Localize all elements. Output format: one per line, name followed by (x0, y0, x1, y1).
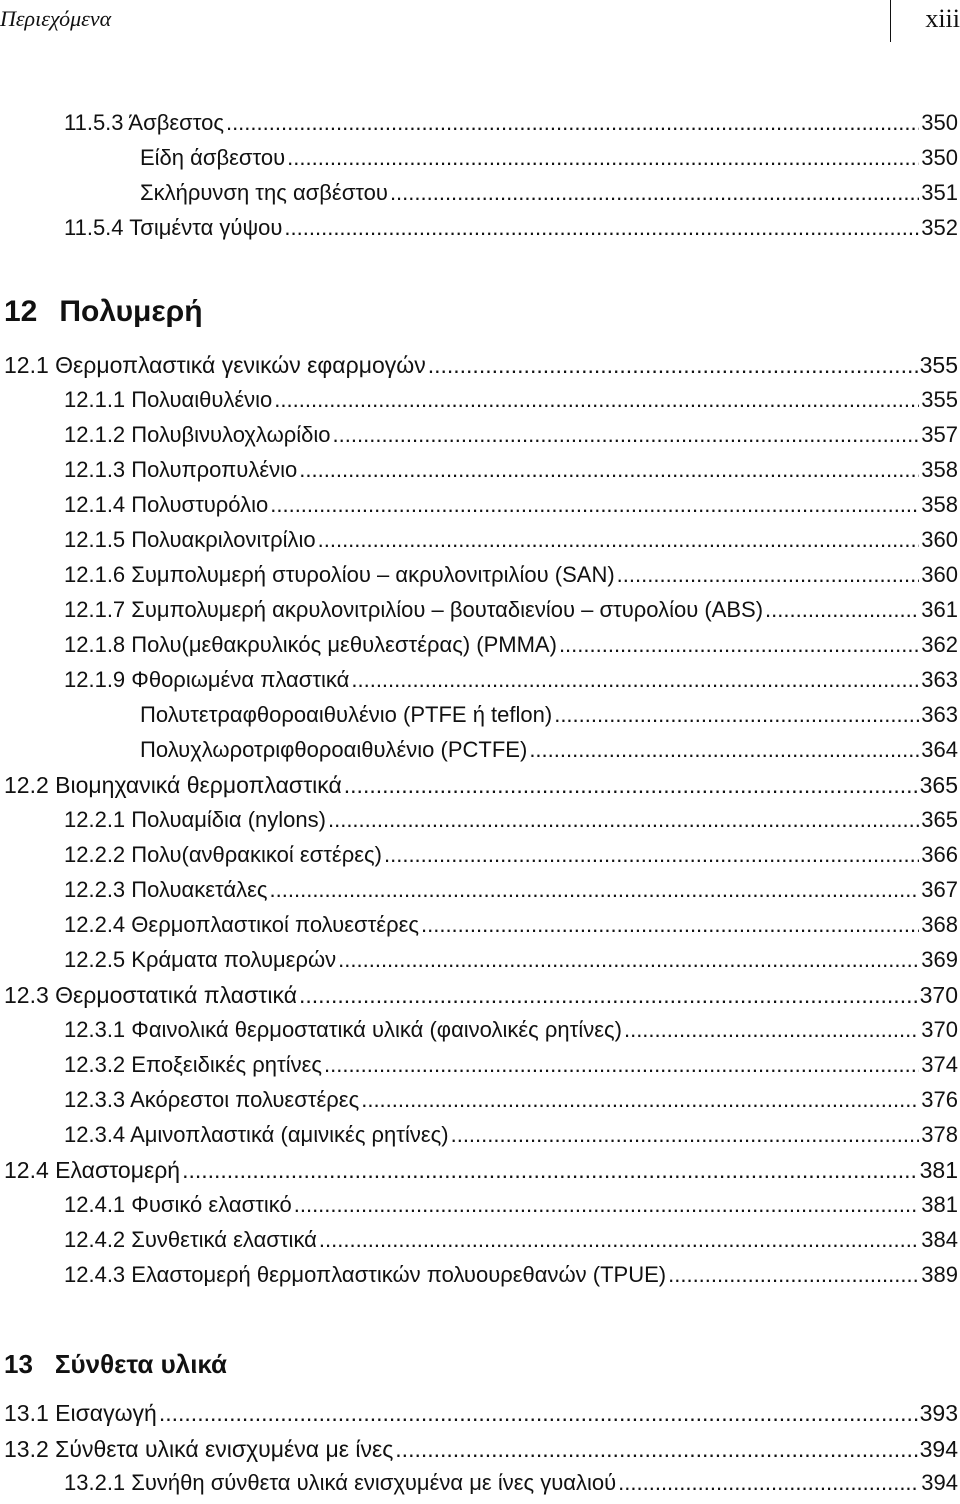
toc-entry-title: 12.1.7 Συμπολυμερή ακρυλονιτριλίου – βουταδιενίου – στυρολίου (ABS) (64, 597, 764, 622)
toc-entry[interactable] (140, 145, 958, 171)
toc-entry[interactable] (64, 562, 958, 588)
toc-entry[interactable] (64, 492, 958, 518)
toc-entry[interactable] (4, 772, 958, 798)
toc-entry-page: 365 (921, 807, 958, 832)
toc-entry-title: 12.1.6 Συμπολυμερή στυρολίου – ακρυλονιτριλίου (SAN) (64, 562, 615, 587)
dot-leader (618, 1470, 919, 1496)
toc-entry-page: 378 (921, 1122, 958, 1147)
toc-entry-title: 12.1.5 Πολυακριλονιτρίλιο (64, 527, 316, 552)
dot-leader (284, 215, 919, 241)
toc-entry-page: 381 (919, 1157, 958, 1183)
toc-entry-page: 374 (921, 1052, 958, 1077)
toc-entry-page: 355 (921, 387, 958, 412)
toc-entry-title: 12.1.9 Φθοριωμένα πλαστικά (64, 667, 350, 692)
dot-leader (344, 772, 918, 798)
toc-entry[interactable] (4, 1400, 958, 1426)
toc-entry[interactable] (64, 1017, 958, 1043)
toc-entry-page: 360 (921, 527, 958, 552)
chapter-number: 13 (4, 1349, 33, 1379)
dot-leader (668, 1262, 919, 1288)
dot-leader (390, 180, 919, 206)
dot-leader (319, 1227, 919, 1253)
toc-entry[interactable] (64, 1227, 958, 1253)
toc-entry-title: 13.2.1 Συνήθη σύνθετα υλικά ενισχυμένα με ίνες γυαλιού (64, 1470, 617, 1495)
dot-leader (318, 527, 920, 553)
dot-leader (270, 877, 920, 903)
toc-entry-title: Σκλήρυνση της ασβέστου (140, 180, 388, 205)
toc-entry-title: 12.2 Βιομηχανικά θερμοπλαστικά (4, 772, 342, 798)
toc-entry-page: 394 (919, 1436, 958, 1462)
toc-entry-title: 11.5.4 Τσιμέντα γύψου (64, 215, 283, 240)
toc-entry[interactable] (64, 215, 958, 241)
toc-entry-page: 362 (921, 632, 958, 657)
toc-entry-title: 12.3 Θερμοστατικά πλαστικά (4, 982, 298, 1008)
toc-entry-page: 393 (919, 1400, 958, 1426)
toc-entry[interactable] (64, 807, 958, 833)
dot-leader (294, 1192, 920, 1218)
dot-leader (299, 982, 918, 1008)
dot-leader (529, 737, 919, 763)
toc-entry-page: 351 (921, 180, 958, 205)
dot-leader (617, 562, 920, 588)
toc-entry[interactable] (64, 947, 958, 973)
toc-entry-title: 12.1.3 Πολυπροπυλένιο (64, 457, 298, 482)
chapter-title: Πολυμερή (59, 295, 203, 328)
toc-entry[interactable] (64, 1470, 958, 1496)
toc-entry[interactable] (4, 982, 958, 1008)
toc-entry[interactable] (140, 180, 958, 206)
toc-entry-page: 355 (919, 352, 958, 378)
toc-entry[interactable] (140, 737, 958, 763)
toc-entry-title: Πολυχλωροτριφθοροαιθυλένιο (PCTFE) (140, 737, 528, 762)
dot-leader (765, 597, 919, 623)
dot-leader (274, 387, 919, 413)
toc-entry[interactable] (64, 457, 958, 483)
running-header-title: Περιεχόμενα (0, 6, 112, 31)
dot-leader (384, 842, 919, 868)
toc-entry[interactable] (64, 842, 958, 868)
toc-entry-page: 358 (921, 492, 958, 517)
toc-entry[interactable] (4, 1157, 958, 1183)
toc-entry[interactable] (64, 877, 958, 903)
dot-leader (451, 1122, 920, 1148)
page-number: xiii (925, 4, 960, 33)
toc-entry-title: 12.2.3 Πολυακετάλες (64, 877, 268, 902)
toc-entry-page: 357 (921, 422, 958, 447)
toc-entry-title: 11.5.3 Άσβεστος (64, 110, 224, 135)
toc-entry-title: 12.2.2 Πολυ(ανθρακικοί εστέρες) (64, 842, 382, 867)
toc-entry[interactable] (64, 387, 958, 413)
toc-entry-page: 367 (921, 877, 958, 902)
dot-leader (338, 947, 919, 973)
toc-entry[interactable] (64, 1087, 958, 1113)
toc-entry-page: 361 (921, 597, 958, 622)
toc-entry[interactable] (4, 1436, 958, 1462)
dot-leader (226, 110, 919, 136)
dot-leader (624, 1017, 919, 1043)
dot-leader (428, 352, 918, 378)
dot-leader (333, 422, 920, 448)
toc-entry-title: 12.1 Θερμοπλαστικά γενικών εφαρμογών (4, 352, 426, 378)
toc-entry-title: 13.2 Σύνθετα υλικά ενισχυμένα με ίνες (4, 1436, 394, 1462)
toc-entry-title: 12.2.4 Θερμοπλαστικοί πολυεστέρες (64, 912, 419, 937)
toc-entry-page: 394 (921, 1470, 958, 1495)
toc-entry-page: 364 (921, 737, 958, 762)
dot-leader (351, 667, 919, 693)
toc-entry-page: 358 (921, 457, 958, 482)
toc-entry-page: 350 (921, 110, 958, 135)
chapter-number: 12 (4, 295, 38, 328)
toc-entry[interactable] (64, 1192, 958, 1218)
toc-entry-page: 381 (921, 1192, 958, 1217)
toc-entry-title: 12.1.1 Πολυαιθυλένιο (64, 387, 273, 412)
toc-entry-page: 366 (921, 842, 958, 867)
toc-entry-title: Είδη άσβεστου (140, 145, 286, 170)
toc-entry-title: 13.1 Εισαγωγή (4, 1400, 157, 1426)
toc-entry[interactable] (64, 597, 958, 623)
toc-entry-title: Πολυτετραφθοροαιθυλένιο (PTFE ή teflon) (140, 702, 553, 727)
toc-entry-title: 12.3.1 Φαινολικά θερμοστατικά υλικά (φαινολικές ρητίνες) (64, 1017, 622, 1042)
toc-entry[interactable] (64, 110, 958, 136)
toc-entry-page: 363 (921, 702, 958, 727)
toc-entry[interactable] (64, 1052, 958, 1078)
toc-entry[interactable] (64, 632, 958, 658)
dot-leader (182, 1157, 918, 1183)
toc-entry[interactable] (4, 352, 958, 378)
toc-entry[interactable] (64, 667, 958, 693)
toc-entry-title: 12.3.3 Ακόρεστοι πολυεστέρες (64, 1087, 360, 1112)
toc-entry-page: 363 (921, 667, 958, 692)
dot-leader (324, 1052, 919, 1078)
toc-entry[interactable] (64, 1262, 958, 1288)
toc-entry-page: 376 (921, 1087, 958, 1112)
toc-entry-title: 12.2.1 Πολυαμίδια (nylons) (64, 807, 326, 832)
toc-entry-page: 370 (919, 982, 958, 1008)
toc-entry-title: 12.3.2 Εποξειδικές ρητίνες (64, 1052, 322, 1077)
toc-entry[interactable] (64, 527, 958, 553)
toc-entry-page: 360 (921, 562, 958, 587)
toc-entry-title: 12.4.2 Συνθετικά ελαστικά (64, 1227, 317, 1252)
dot-leader (328, 807, 919, 833)
toc-entry-page: 350 (921, 145, 958, 170)
toc-entry[interactable] (64, 422, 958, 448)
dot-leader (559, 632, 919, 658)
toc-entry-page: 368 (921, 912, 958, 937)
toc-entry-page: 370 (921, 1017, 958, 1042)
toc-entry-title: 12.1.4 Πολυστυρόλιο (64, 492, 269, 517)
dot-leader (159, 1400, 918, 1426)
chapter-heading (4, 1349, 227, 1380)
toc-entry-page: 384 (921, 1227, 958, 1252)
chapter-heading (4, 295, 203, 329)
toc-entry-page: 389 (921, 1262, 958, 1287)
chapter-title: Σύνθετα υλικά (54, 1349, 228, 1379)
dot-leader (395, 1436, 917, 1462)
toc-entry-title: 12.3.4 Αμινοπλαστικά (αμινικές ρητίνες) (64, 1122, 449, 1147)
dot-leader (287, 145, 919, 171)
toc-entry[interactable] (64, 1122, 958, 1148)
toc-entry-title: 12.4.1 Φυσικό ελαστικό (64, 1192, 292, 1217)
dot-leader (361, 1087, 919, 1113)
toc-entry[interactable] (64, 912, 958, 938)
toc-entry-title: 12.1.2 Πολυβινυλοχλωρίδιο (64, 422, 331, 447)
toc-entry[interactable] (140, 702, 958, 728)
toc-entry-page: 352 (921, 215, 958, 240)
dot-leader (421, 912, 919, 938)
toc-entry-title: 12.2.5 Κράματα πολυμερών (64, 947, 337, 972)
toc-entry-title: 12.4 Ελαστομερή (4, 1157, 181, 1183)
dot-leader (270, 492, 919, 518)
toc-entry-title: 12.1.8 Πολυ(μεθακρυλικός μεθυλεστέρας) (PMMA) (64, 632, 557, 657)
dot-leader (554, 702, 919, 728)
toc-entry-page: 365 (919, 772, 958, 798)
toc-entry-page: 369 (921, 947, 958, 972)
toc-entry-title: 12.4.3 Ελαστομερή θερμοπλαστικών πολυουρεθανών (TPUE) (64, 1262, 667, 1287)
dot-leader (299, 457, 919, 483)
